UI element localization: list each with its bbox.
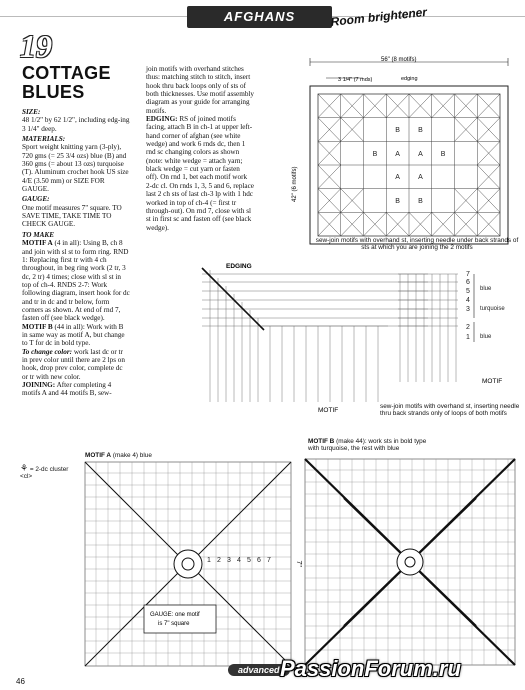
pattern-number: 19 <box>20 28 52 64</box>
cluster-icon: ⚘ <box>20 463 29 473</box>
edging-color-label: blue <box>480 334 492 340</box>
motif-a-round-number: 5 <box>247 557 251 564</box>
assembly-diagram <box>278 52 518 262</box>
edging-round-number: 4 <box>466 297 470 304</box>
instructions-middle-column <box>146 65 254 232</box>
materials-text: Sport weight knitting yarn (3-ply), 720 gms (= 25 3/4 ozs) blue (B) and 360 gms (= about 13 ozs) turquoise (T). Aluminum crochet hook US size 4/E (3.50 mm) or SIZE FOR GAUGE. <box>22 143 129 194</box>
edging-chart <box>200 262 522 412</box>
motif-a-round-number: 7 <box>267 557 271 564</box>
motif-a-svg <box>84 461 296 671</box>
assembly-motif-letter: B <box>440 151 446 158</box>
motif-a-lead: MOTIF A <box>22 239 53 248</box>
assembly-sew-note: sew-join motifs with overhand st, inserting needle under back strands of sts at which you are joining the 2 motifs <box>315 237 519 252</box>
materials-heading: MATERIALS: <box>22 135 66 144</box>
edging-text: RS of joined motifs facing, attach B in ch-1 at upper left-hand corner of afghan (see white wedge) and work 6 rnds dc, then 1 rnd sc changing colors as shown (note: white wedge = attach yarn; black wedge = cut yarn or fasten off). On rnd 1, bet each motif work 2-dc cl. On rnds 1, 3, 5 and 6, replace last 2 ch sts of last ch-3 lp with 1 hdc worked in top of ch-4 (= first tr through-out). On rnd 7, close with sl st in first sc and fasten off (see black wedge). <box>146 115 254 232</box>
cluster-legend: ⚘ = 2-dc cluster <cl> <box>20 463 69 481</box>
gauge-note-line2: is 7" square <box>158 621 190 627</box>
joining-text: After completing 4 motifs A and 44 motifs B, sew- <box>22 381 112 398</box>
change-color-text: work last dc or tr in prev color until there are 2 lps on hook, drop prev color, complete dc or tr with new color. <box>22 347 125 381</box>
assembly-motif-letter: B <box>372 151 378 158</box>
change-color-lead: To change color: <box>22 347 73 356</box>
edging-round-number: 1 <box>466 334 470 341</box>
edging-round-number: 2 <box>466 324 470 331</box>
assembly-motif-letter: A <box>395 174 400 181</box>
assembly-motif-letter: B <box>418 127 423 134</box>
edging-round-number: 6 <box>466 279 470 286</box>
motif-b-title: MOTIF B (make 44): work sts in bold type with turquoise, the rest with blue <box>308 438 427 453</box>
edging-round-number: 3 <box>466 306 470 313</box>
pattern-title-line1: COTTAGE <box>22 63 111 83</box>
motif-a-round-number: 2 <box>217 557 221 564</box>
motif-b-text: (44 in all): Work with B in same way as motif A, but change to T for dc in bold type. <box>22 322 125 348</box>
motif-a-round-number: 6 <box>257 557 261 564</box>
assembly-motif-letter: B <box>395 127 400 134</box>
motif-a-round-number: 1 <box>207 557 211 564</box>
section-banner: AFGHANS <box>187 6 332 28</box>
height-label: 42" (6 motifs) <box>292 166 298 202</box>
motif-b-svg <box>304 458 518 670</box>
instructions-left-column <box>22 108 130 398</box>
assembly-motif-letter: A <box>418 174 423 181</box>
assembly-motif-letter: A <box>418 151 423 158</box>
motif-b-lead: MOTIF B <box>22 322 53 331</box>
motif-side-label: 7" <box>294 560 302 567</box>
edging-color-label: blue <box>480 286 492 292</box>
gauge-note-line1: GAUGE: one motif <box>150 612 200 618</box>
motif-b-chart <box>304 458 518 670</box>
watermark: PassionForum.ru <box>280 656 461 681</box>
room-brightener-tag: Room brightener <box>330 4 428 29</box>
edging-round-number: 7 <box>466 271 470 278</box>
motif-a-round-number: 3 <box>227 557 231 564</box>
gauge-text: One motif measures 7" square. TO SAVE TIME, TAKE TIME TO CHECK GAUGE. <box>22 203 122 229</box>
assembly-motif-letter: B <box>418 198 423 205</box>
edging-motif-label: MOTIF <box>482 378 503 385</box>
size-heading: SIZE: <box>22 108 41 116</box>
motif-a-chart <box>84 461 296 671</box>
size-text: 48 1/2" by 62 1/2", including edg-ing 3 1/4" deep. <box>22 116 130 133</box>
assembly-svg <box>278 52 518 262</box>
edging-chart-label: EDGING <box>226 263 252 270</box>
edging-depth-label: 3 1/4" (7 mds) <box>338 77 373 83</box>
motif-a-title: MOTIF A (make 4) blue <box>85 452 152 459</box>
to-make-heading: TO MAKE <box>22 230 55 239</box>
joining-lead: JOINING: <box>22 381 56 389</box>
width-label: 56" (8 motifs) <box>381 57 417 63</box>
brand-mark: advanced <box>228 664 290 676</box>
edging-lead: EDGING: <box>146 115 178 124</box>
motif-a-text: (4 in all): Using B, ch 8 and join with sl st to form ring. RND 1: Replacing first tr with 4 ch throughout, in beg ring work (2 tr, 3 dc, 2 tr) 4 times; close with sl st in top of ch-4. RNDS 2-7: Work following diagram, insert hook for dc and tr in dc and tr below, form corners as shown. At end of rnd 7, fasten off (see black wedge). <box>22 239 130 323</box>
gauge-heading: GAUGE: <box>22 195 50 204</box>
edging-motif-label: MOTIF <box>318 407 339 412</box>
assembly-motif-letter: A <box>395 151 400 158</box>
pattern-title-line2: BLUES <box>22 82 85 102</box>
edging-color-label: turquoise <box>480 306 505 312</box>
joining-continued-text: join motifs with overhand stitches thus: matching stitch to stitch, insert hook thru back loops only of sts of both thicknesses. Use motif assembly diagram as your guide for arranging motifs. <box>146 65 254 115</box>
assembly-motif-letter: B <box>395 198 400 205</box>
page-number: 46 <box>16 677 25 686</box>
edging-round-number: 5 <box>466 288 470 295</box>
edging-sew-note: sew-join motifs with overhand st, inserting needle thru back strands only of loops of both motifs <box>380 403 520 418</box>
edging-svg <box>200 262 522 412</box>
motif-a-round-number: 4 <box>237 557 241 564</box>
edging-label: edging <box>401 76 418 82</box>
